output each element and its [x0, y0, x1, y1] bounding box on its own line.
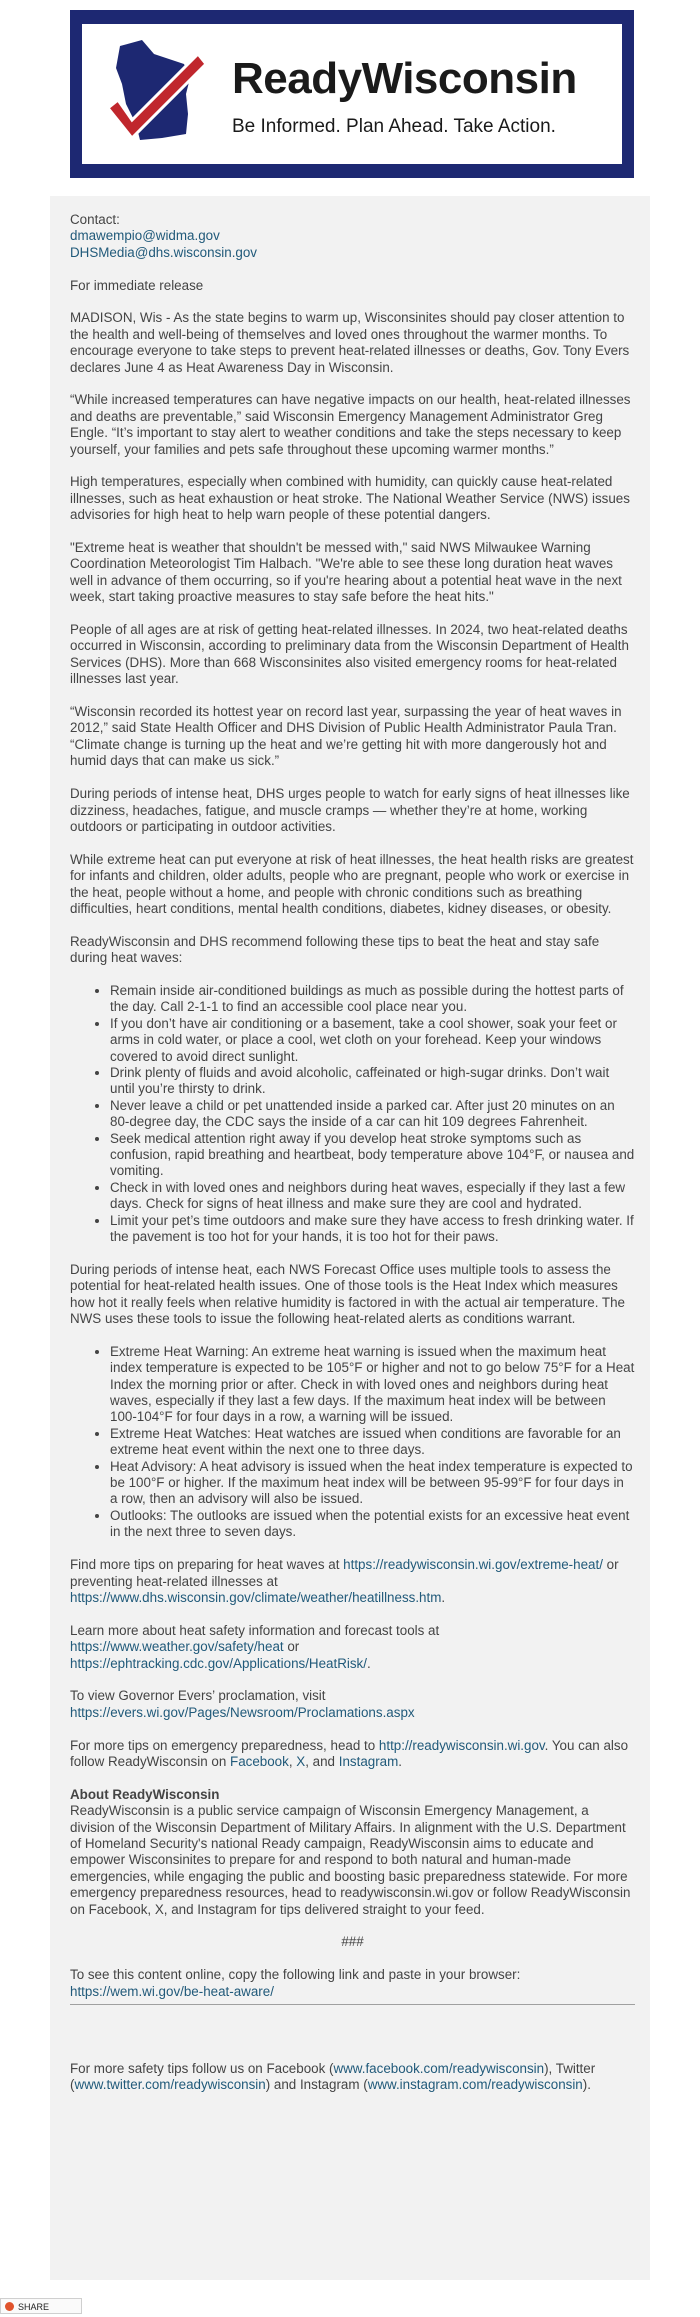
contact-block	[70, 212, 635, 261]
paragraph-nws-tools: During periods of intense heat, each NWS Forecast Office uses multiple tools to assess the potential for heat-related health issues. One of those tools is the Heat Index which measures how hot it really feels when relative humidity is factored in with the actual air temperature. The NWS uses these tools to issue the following heat-related alerts as conditions warrant.	[70, 1261, 625, 1327]
about-title: About ReadyWisconsin	[70, 1786, 220, 1802]
text-span: .	[366, 1655, 371, 1671]
text-span: ).	[582, 2077, 591, 2093]
paragraph-proclamation	[70, 1688, 635, 1721]
text-span: .	[398, 1753, 403, 1769]
text-span: ), Twitter (	[70, 2060, 596, 2093]
text-span: , and	[305, 1753, 339, 1769]
contact-label: Contact:	[70, 212, 120, 227]
text-span: To see this content online, copy the following link and paste in your browser:	[70, 1967, 521, 1983]
text-span: or preventing heat-related illnesses at	[70, 1557, 619, 1589]
divider	[70, 2004, 635, 2005]
about-section	[70, 1787, 635, 1918]
paragraph-halbach-quote: "Extreme heat is weather that shouldn't be messed with," said NWS Milwaukee Warning Coordination Meteorologist Tim Halbach. "We're able to see these long duration heat waves well in advance of them occurring, so if you're hearing about a potential heat wave in the next week, start taking proactive measures to stay safe before the heat hits."	[70, 540, 622, 605]
proclamation-link[interactable]: https://evers.wi.gov/Pages/Newsroom/Proclamations.aspx	[70, 1704, 415, 1720]
facebook-link[interactable]: Facebook	[230, 1753, 289, 1769]
paragraph-more-tips	[70, 1557, 635, 1606]
list-item: • Limit your pet’s time outdoors and make sure they have access to fresh drinking water. If the pavement is too hot for your hands, it is too hot for their paws.	[110, 1213, 635, 1246]
list-item: • Outlooks: The outlooks are issued when the potential exists for an excessive heat event in the next three to seven days.	[110, 1508, 635, 1541]
list-item: • Remain inside air-conditioned buildings as much as possible during the hottest parts of the day. Call 2-1-1 to find an accessible cool place near you.	[110, 983, 635, 1016]
paragraph-intro: MADISON, Wis - As the state begins to warm up, Wisconsinites should pay closer attention to the health and well-being of themselves and loved ones throughout the warmer months. To encourage everyone to take steps to prevent heat-related illnesses or deaths, Gov. Tony Evers declares June 4 as Heat Awareness Day in Wisconsin.	[70, 310, 630, 375]
contact-email-dhs[interactable]: DHSMedia@dhs.wisconsin.gov	[70, 244, 258, 260]
brand-name: ReadyWisconsin	[232, 54, 577, 103]
text-span: . You can also follow ReadyWisconsin on	[70, 1737, 629, 1769]
text-span: or	[283, 1639, 300, 1655]
list-item: • Heat Advisory: A heat advisory is issued when the heat index temperature is expected to be 100°F or higher. If the maximum heat index will be between 95-99°F for four days in a row, then an advisory will also be issued.	[110, 1459, 635, 1508]
x-link[interactable]: X	[296, 1753, 306, 1769]
share-button[interactable]	[0, 2298, 82, 2314]
paragraph-early-signs: During periods of intense heat, DHS urges people to watch for early signs of heat illnesses like dizziness, headaches, fatigue, and muscle cramps — whether they’re at home, working outdoors or participating in outdoor activities.	[70, 786, 630, 834]
text-span: .	[441, 1589, 446, 1605]
text-span: To view Governor Evers’ proclamation, visit	[70, 1688, 326, 1704]
share-label: SHARE	[18, 2302, 50, 2312]
paragraph-learn-more	[70, 1623, 635, 1672]
text-span: Find more tips on preparing for heat waves at	[70, 1557, 344, 1573]
text-span: ,	[288, 1753, 297, 1769]
list-item: • Check in with loved ones and neighbors during heat waves, especially if they last a few days. Check for signs of heat illness and make sure they are cool and hydrated.	[110, 1180, 635, 1213]
list-item: • Drink plenty of fluids and avoid alcoholic, caffeinated or high-sugar drinks. Don’t wait until you’re thirsty to drink.	[110, 1065, 635, 1098]
alerts-list	[70, 1344, 635, 1541]
contact-email-widma[interactable]: dmawempio@widma.gov	[70, 228, 220, 244]
list-item: • Extreme Heat Warning: An extreme heat warning is issued when the maximum heat index temperature is expected to be 105°F or higher and not to go below 75°F for a Heat Index the morning prior or after. Check in with loved ones and neighbors during heat waves, especially if they last a few days. If the maximum heat index will be between 100-104°F for four days in a row, a warning will be issued.	[110, 1344, 635, 1426]
wisconsin-check-icon	[102, 34, 212, 154]
banner-panel	[82, 24, 622, 164]
text-span: For more safety tips follow us on Facebook (	[70, 2060, 334, 2076]
instagram-link[interactable]: Instagram	[338, 1753, 399, 1769]
dhs-heatillness-link[interactable]: https://www.dhs.wisconsin.gov/climate/weather/heatillness.htm	[70, 1589, 442, 1605]
tagline: Be Informed. Plan Ahead. Take Action.	[232, 116, 556, 137]
list-item: • Seek medical attention right away if you develop heat stroke symptoms such as confusion, rapid breathing and heartbeat, body temperature above 104°F, or nausea and vomiting.	[110, 1131, 635, 1180]
text-span: For more tips on emergency preparedness, head to	[70, 1737, 379, 1753]
release-label: For immediate release	[70, 277, 204, 293]
paragraph-risk-groups: While extreme heat can put everyone at risk of heat illnesses, the heat health risks are greatest for infants and children, older adults, people who are pregnant, people who work or exercise in the heat, people without a home, and people with chronic conditions such as breathing difficulties, heart conditions, mental health conditions, diabetes, kidney diseases, or obesity.	[70, 851, 634, 916]
footer-facebook-link[interactable]: www.facebook.com/readywisconsin	[333, 2060, 545, 2076]
paragraph-risk: People of all ages are at risk of getting heat-related illnesses. In 2024, two heat-related deaths occurred in Wisconsin, according to preliminary data from the Wisconsin Department of Health Services (DHS). More than 668 Wisconsinites also visited emergency rooms for heat-related illnesses last year.	[70, 622, 629, 687]
share-icon	[5, 2302, 14, 2311]
tips-list	[70, 983, 635, 1246]
cdc-heatrisk-link[interactable]: https://ephtracking.cdc.gov/Applications/HeatRisk/	[70, 1655, 367, 1671]
release-content	[70, 212, 635, 2110]
text-span: Learn more about heat safety information and forecast tools at	[70, 1622, 440, 1638]
list-item: • If you don’t have air conditioning or a basement, take a cool shower, soak your feet or arms in cold water, or place a cool, wet cloth on your forehead. Keep your windows covered to avoid direct sunlight.	[110, 1016, 635, 1065]
paragraph-tips-intro: ReadyWisconsin and DHS recommend following these tips to beat the heat and stay safe during heat waves:	[70, 933, 600, 966]
paragraph-tran-quote: “Wisconsin recorded its hottest year on record last year, surpassing the year of heat waves in 2012,” said State Health Officer and DHS Division of Public Health Administrator Paula Tran. “Climate change is turning up the heat and we’re getting hit with more dangerously hot and humid days that can make us sick.”	[70, 704, 622, 769]
readywisconsin-link[interactable]: http://readywisconsin.wi.gov	[378, 1737, 545, 1753]
footer-instagram-link[interactable]: www.instagram.com/readywisconsin	[367, 2077, 583, 2093]
online-link[interactable]: https://wem.wi.gov/be-heat-aware/	[70, 1983, 274, 1999]
paragraph-online	[70, 1967, 635, 2000]
about-body: ReadyWisconsin is a public service campaign of Wisconsin Emergency Management, a division of the Wisconsin Department of Military Affairs. In alignment with the U.S. Department of Homeland Security's national Ready campaign, ReadyWisconsin aims to educate and empower Wisconsinites to prepare for and respond to both natural and human-made emergencies, while engaging the public and boosting basic preparedness statewide. For more emergency preparedness resources, head to readywisconsin.wi.gov or follow ReadyWisconsin on Facebook, X, and Instagram for tips delivered straight to your feed.	[70, 1803, 631, 1917]
extreme-heat-link[interactable]: https://readywisconsin.wi.gov/extreme-heat/	[343, 1557, 603, 1573]
footer-social	[70, 2061, 635, 2094]
list-item: • Never leave a child or pet unattended inside a parked car. After just 20 minutes on an 80-degree day, the CDC says the inside of a car can hit 109 degrees Fahrenheit.	[110, 1098, 635, 1131]
weather-gov-link[interactable]: https://www.weather.gov/safety/heat	[70, 1639, 284, 1655]
paragraph-engle-quote: “While increased temperatures can have negative impacts on our health, heat-related illnesses and deaths are preventable,” said Wisconsin Emergency Management Administrator Greg Engle. “It’s important to stay alert to weather conditions and take the steps necessary to keep yourself, your families and pets safe throughout these upcoming warmer months.”	[70, 392, 631, 457]
paragraph-high-temps: High temperatures, especially when combined with humidity, can quickly cause heat-related illnesses, such as heat exhaustion or heat stroke. The National Weather Service (NWS) issues advisories for high heat to help warn people of these potential dangers.	[70, 474, 630, 523]
footer-twitter-link[interactable]: www.twitter.com/readywisconsin	[74, 2077, 266, 2093]
end-mark: ###	[341, 1934, 364, 1950]
release-body	[50, 196, 650, 2280]
text-span: ) and Instagram (	[265, 2077, 368, 2093]
header-banner	[70, 10, 634, 178]
list-item: • Extreme Heat Watches: Heat watches are issued when conditions are favorable for an extreme heat event within the next one to three days.	[110, 1426, 635, 1459]
paragraph-preparedness	[70, 1738, 635, 1771]
